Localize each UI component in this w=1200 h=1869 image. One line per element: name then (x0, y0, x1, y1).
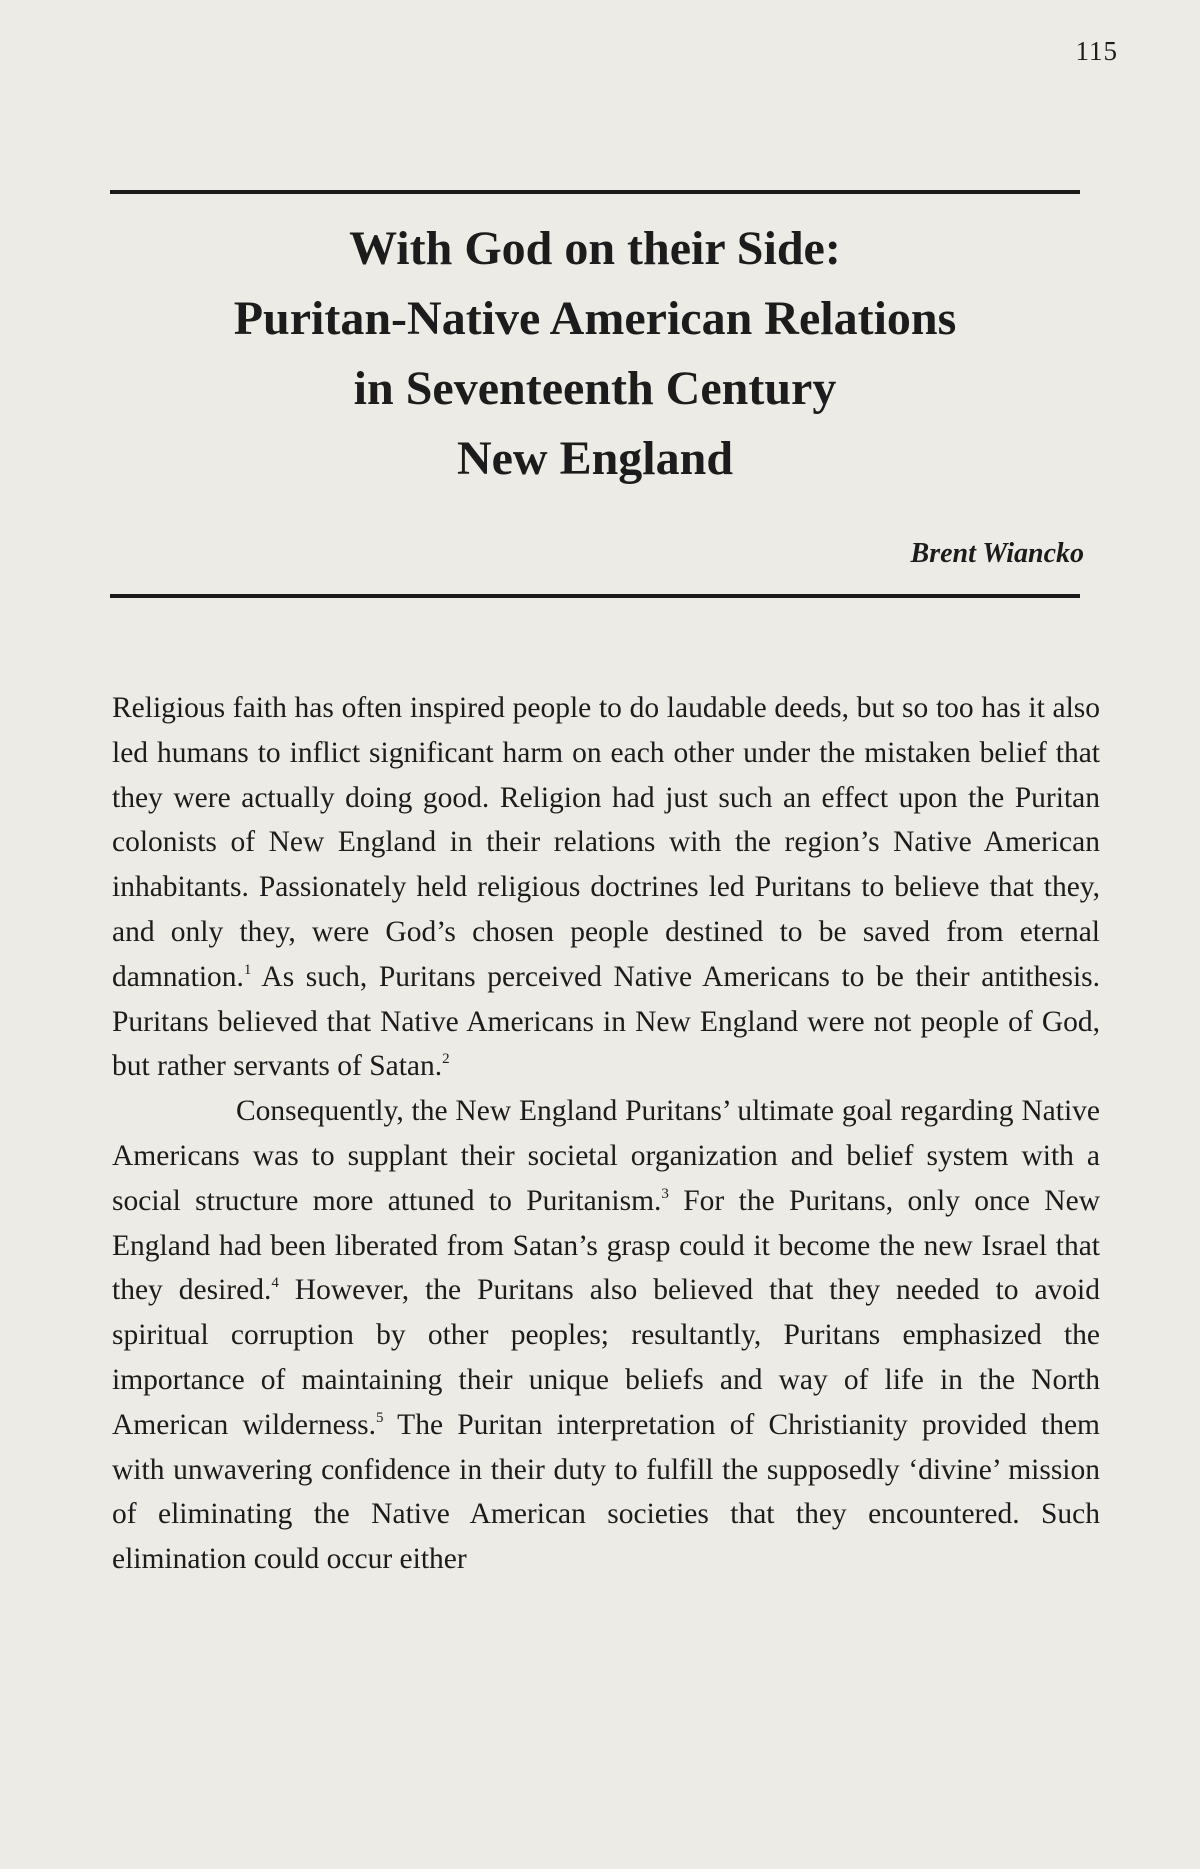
page-number: 115 (1075, 36, 1118, 66)
header-bottom-rule (110, 594, 1080, 598)
footnote-marker: 4 (271, 1275, 279, 1292)
title-line: New England (456, 432, 734, 485)
body-paragraph (112, 1089, 1100, 1582)
footnote-marker: 1 (243, 961, 252, 978)
article-title (110, 214, 1080, 494)
body-text-span: Consequently, the New England Puritans’ ultimate goal regarding Native Americans was to supplant their societal organization and belief system with a social structure more attuned to Puritanism. (112, 1095, 1100, 1217)
body-paragraph (112, 686, 1100, 1089)
body-text-span: For the Puritans, only once New England had been liberated from Satan’s grasp could it become the new Israel that they desired. (112, 1184, 1100, 1307)
body-text-span: Religious faith has often inspired people to do laudable deeds, but so too has it also led humans to inflict significant harm on each other under the mistaken belief that they were actually doing good. Religion had just such an effect upon the Puritan colonists of New England in their relations with the region’s Native American inhabitants. Passionately held religious doctrines led Puritans to believe that they, and only they, were God’s chosen people destined to be saved from eternal damnation. (112, 692, 1100, 993)
title-line: in Seventeenth Century (353, 362, 837, 415)
body-text-span: As such, Puritans perceived Native Americans to be their antithesis. Puritans believed that Native Americans in New England were not people of God, but rather servants of Satan. (112, 960, 1100, 1083)
body-text-span: The Puritan interpretation of Christianity provided them with unwavering confidence in their duty to fulfill the supposedly ‘divine’ mission of eliminating the Native American societies that they encountered. Such elimination could occur either (112, 1408, 1100, 1576)
title-line: With God on their Side: (349, 222, 841, 275)
article-body (112, 686, 1100, 1582)
footnote-marker: 5 (376, 1409, 384, 1426)
article-author: Brent Wiancko (910, 538, 1084, 569)
header-top-rule (110, 190, 1080, 194)
footnote-marker: 3 (661, 1185, 669, 1202)
footnote-marker: 2 (442, 1051, 450, 1068)
body-text-span: However, the Puritans also believed that they needed to avoid spiritual corruption by other peoples; resultantly, Puritans emphasized the importance of maintaining their unique beliefs and way of life in the North American wilderness. (112, 1274, 1100, 1441)
title-line: Puritan-Native American Relations (233, 292, 957, 345)
